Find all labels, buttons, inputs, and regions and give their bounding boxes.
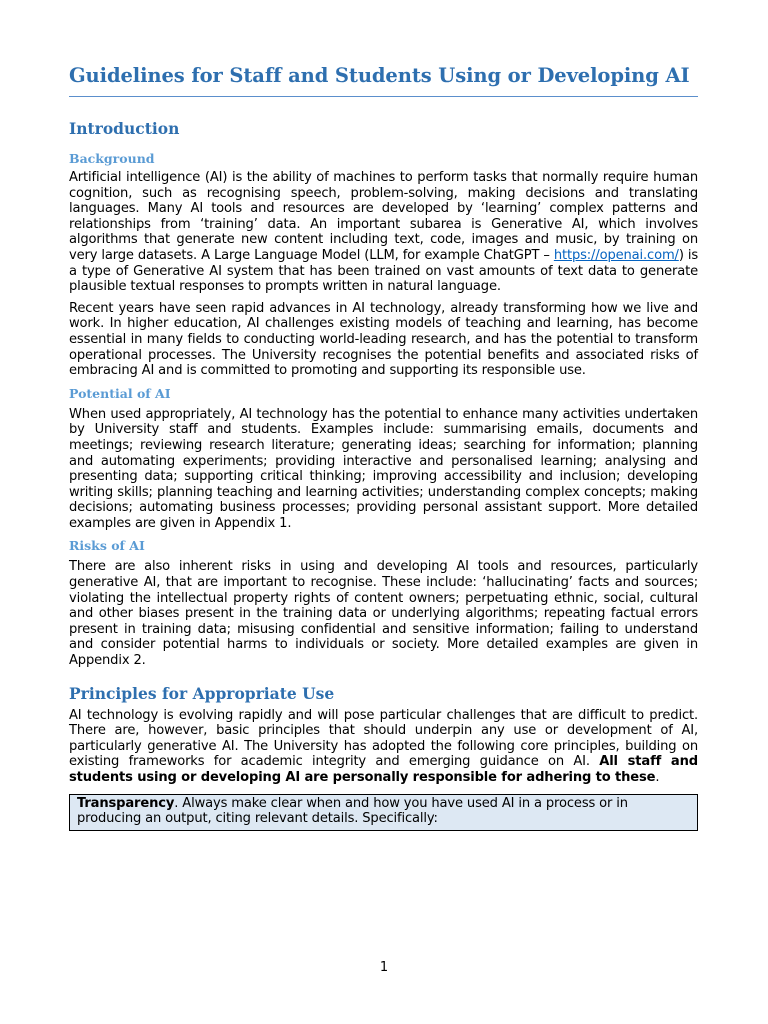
- subheading-risks-of-ai: Risks of AI: [69, 538, 145, 554]
- page-number: 1: [379, 960, 389, 975]
- document-title: Guidelines for Staff and Students Using or Developing AI: [69, 64, 690, 87]
- openai-link[interactable]: https://openai.com/: [553, 247, 679, 263]
- subheading-potential-of-ai: Potential of AI: [69, 385, 171, 401]
- potential-paragraph: When used appropriately, AI technology has the potential to enhance many activities undertaken by University staff and students. Examples include: summarising emails, documents and meetings; reviewing research literature; generating ideas; searching for information; planning and automating experiments; providing interactive and personalised learning; analysing and presenting data; supporting critical thinking; improving accessibility and inclusion; developing writing skills; planning teaching and learning activities; understanding complex concepts; making decisions; automating business processes; providing personal assistant support. More detailed examples are given in Appendix 1.: [69, 406, 698, 531]
- background-text-before-link: Artificial intelligence (AI) is the ability of machines to perform tasks that normally require human cognition, such as recognising speech, problem-solving, making decisions and translating languages. Many AI tools and resources are developed by ‘learning’ complex patterns and relationships from ‘training’ data. An important subarea is Generative AI, which involves algorithms that generate new content including text, code, images and music, by training on very large datasets. A Large Language Model (LLM, for example ChatGPT –: [69, 170, 698, 263]
- principles-emphasis: All staff and students using or developing AI are personally responsible for adhering to these: [69, 754, 698, 785]
- transparency-principle-box: [69, 794, 698, 831]
- risks-paragraph: There are also inherent risks in using and developing AI tools and resources, particularly generative AI, that are important to recognise. These include: ‘hallucinating’ facts and sources; violating the intellectual property rights of content owners; perpetuating ethnic, social, cultural and other biases present in the training data or underlying algorithms; repeating factual errors present in training data; misusing confidential and sensitive information; failing to understand and consider potential harms to individuals or society. More detailed examples are given in Appendix 2.: [69, 559, 698, 669]
- section-heading-principles: Principles for Appropriate Use: [69, 683, 335, 703]
- background-paragraph-2: Recent years have seen rapid advances in AI technology, already transforming how we live and work. In higher education, AI challenges existing models of teaching and learning, has become essential in many fields to conducting world-leading research, and has the potential to transform operational processes. The University recognises the potential benefits and associated risks of embracing AI and is committed to promoting and supporting its responsible use.: [69, 300, 698, 379]
- transparency-text: . Always make clear when and how you have used AI in a process or in producing an output, citing relevant details. Specifically:: [77, 795, 628, 827]
- background-text-after-link: ) is a type of Generative AI system that has been trained on vast amounts of text data to generate plausible textual responses to prompts written in natural language.: [69, 247, 698, 295]
- section-heading-introduction: Introduction: [69, 119, 180, 138]
- principles-period: .: [655, 770, 660, 785]
- principles-paragraph: [69, 708, 698, 786]
- title-underline: [69, 96, 698, 97]
- principles-text: AI technology is evolving rapidly and will pose particular challenges that are difficult to predict. There are, however, basic principles that should underpin any use or development of AI, particularly generative AI. The University has adopted the following core principles, building on existing frameworks for academic integrity and emerging guidance on AI.: [69, 707, 698, 770]
- document-body: [69, 118, 698, 831]
- background-paragraph-1: [69, 170, 698, 295]
- transparency-term: Transparency: [77, 795, 175, 811]
- subheading-background: Background: [69, 151, 155, 166]
